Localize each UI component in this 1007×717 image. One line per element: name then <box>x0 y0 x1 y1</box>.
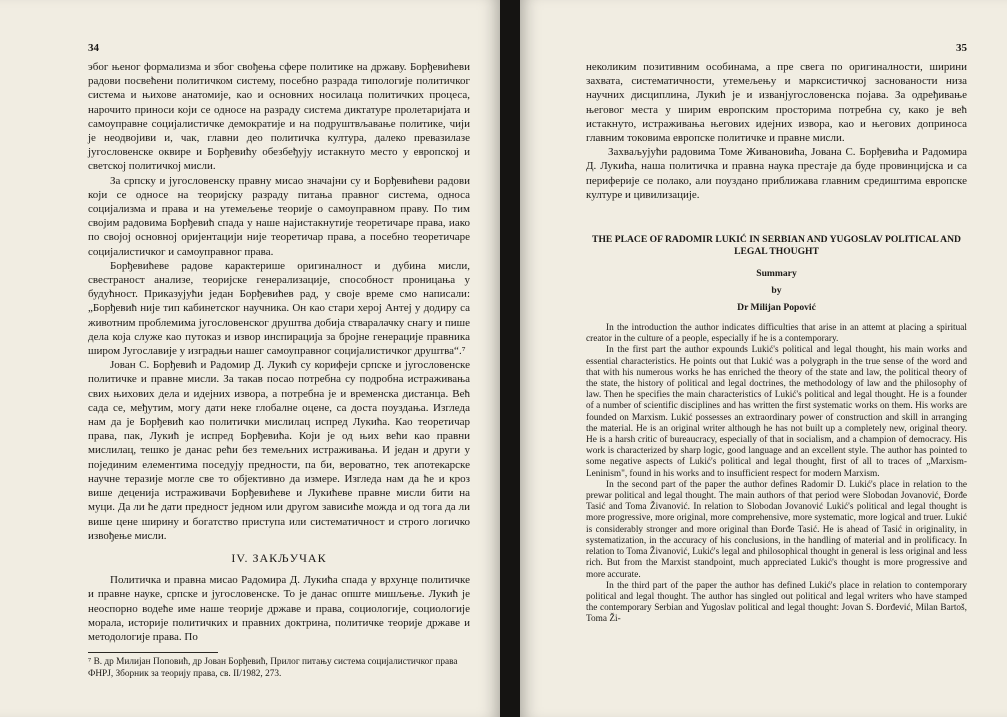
left-page <box>0 0 500 717</box>
right-body-text <box>586 60 967 202</box>
paragraph: Захваљујући радовима Томе Живановића, Јована С. Борђевића и Радомира Д. Лукића, наша политичка и правна наука престаје да буде провинцијска и са периферије се полако, али поуздано приближава главним средиштима европске културе и цивилизације. <box>586 146 967 201</box>
footnote-divider <box>88 652 218 653</box>
paragraph: неколиким позитивним особинама, а пре свега по оригиналности, ширини захвата, систематичности, утемељењу и марксистичкој заснованости низа научних дисциплина, Лукић је и изванјугословенска појава. За одређивање његовог места у ширим европским просторима потребна су, како је већ истакнуто, истраживања његових идејних извора, као и његових доприноса главним токовима европске политичке и правне мисли. <box>586 61 967 145</box>
summary-paragraph: In the second part of the paper the author defines Radomir D. Lukić's place in relation to the prewar political and legal thought. The main authors of that period were Slobodan Jovanović, Đorđe Tasić and Toma Živanović. In relation to Slobodan Jovanović Lukić's political and legal thought is more progressive, more original, more comprehensive, more systematic, more logical and truer. Lukić is considerably stronger and more original than Đorđe Tasić. He is ahead of Tasić in originality, in systematization, in the accuracy of his conclusions, in the handling of material and in prolificacy. In relation to Toma Živanović, Lukić's legal and philosophical thought in general is less original and less rich. But from the Marxist standpoint, much appreciated Lukić's thought is more progressive and more accurate. <box>586 479 967 580</box>
summary-text <box>586 323 967 625</box>
author-name: Dr Milijan Popović <box>737 302 816 314</box>
summary-paragraph: In the third part of the paper the author has defined Lukić's place in relation to contemporary political and legal thought. The author has singled out political and legal writers who have stamped the contemporary Serbian and Yugoslav political and legal thought: Jovan S. Đorđević, Milan Bartoš, Toma Ži- <box>586 580 967 625</box>
summary-paragraph: In the introduction the author indicates difficulties that arise in an attemt at placing a spiritual creator in the culture of a people, especially if he is a contemporary. <box>586 323 967 345</box>
paragraph: Борђевићеве радове карактерише оригиналност и дубина мисли, свестраност анализе, теоријске генерализације, способност проницања у будућност. Приказујући један Борђевићев рад, у своје време смо написали: „Борђевић није тип кабинетског научника. Он као стари херој Антеј у додиру са животним проблемима југословенског друштва добија стваралачку снагу и пише дела која служе као путоказ и извор инспирација за бројне генерације правника широм Југославије у изградњи нашег самоуправног социјалистичког друштва“.⁷ <box>88 259 470 358</box>
page-number-right: 35 <box>956 42 967 54</box>
summary-title: THE PLACE OF RADOMIR LUKIĆ IN SERBIAN AND YUGOSLAV POLITICAL AND LEGAL THOUGHT <box>592 234 961 258</box>
by-line: by <box>771 285 782 297</box>
left-body-text <box>88 60 470 644</box>
paragraph: Политичка и правна мисао Радомира Д. Лукића спада у врхунце политичке и правне науке, српске и југословенске. То је данас опште мишљење. Лукић је неоспорно водеће име наше теорије државе и права, социологије, социологије морала, историје политичких и правних доктрина, политичке теорије државе и методологије права. По <box>88 574 470 643</box>
page-number-left: 34 <box>88 42 99 54</box>
summary-heading: Summary <box>756 268 797 280</box>
paragraph: эбог њеног формализма и због свођења сфере политике на државу. Борђевићеви радови посвећени политичком систему, посебно разрада типологије политичког система и њихове анатомије, као и основних носилаца политичких процеса, нарочито приноси који се односе на разраду система диктатуре пролетаријата и самоуправне социјалистичке демократије и на подруштвљавање политике, чији је неодвојиви и, чак, главни део политичка култура, далеко превазилазе југословенске оквире и Борђевићу обезбеђују истакнуто место у европској и светској политичкој мисли. <box>88 61 470 173</box>
section-heading: IV. ЗАКЉУЧАК <box>231 550 327 565</box>
summary-paragraph: In the first part the author expounds Lukić's political and legal thought, his main works and essential characteristics. He points out that Lukić was a polygraph in the true sense of the word and that with his numerous works he has enriched the theory of the state and law, the political theory of the state, the history of political and legal doctrines, the methodology of law and the philosophy of law. Then he specifies the main characteristics of Lukić's political and legal thought. He is a founder of a number of scientific disciplines and has written the first systematic works on them. His works are founded on Marxism. Lukić possesses an extraordinary power of construction and skill in arranging the material. He is an original writer although he has not built up a completely new, original theory. He is a harsh critic of bureaucracy, especially of that in socialism, and a champion of democracy. His work is characterized by sharp logic, good language and an excellent style. The author has pointed to some negative aspects of Lukić's political and legal thought, first of all to traces of „Marxism-Leninism", found in his works and to insufficient respect for modern Marxism. <box>586 345 967 479</box>
right-page <box>520 0 1007 717</box>
footnote: ⁷ В. др Милијан Поповић, др Јован Борђевић, Прилог питању система социјалистичког права ФНРЈ, Зборник за теорију права, св. II/1982, 273. <box>88 657 458 680</box>
paragraph: За српску и југословенску правну мисао значајни су и Борђевићеви радови који се односе на теоријску разраду питања правног система, односа социјализма и права и на утемељење теорије о самоуправном праву. По тим својим радовима Борђевић спада у наше најистакнутије теоретичаре права, иако по својој основној оријентацији није теоретичар права, а посебно теоретичаре социјалистичког и самоуправног права. <box>88 174 470 258</box>
paragraph: Јован С. Борђевић и Радомир Д. Лукић су корифеји српске и југословенске политичке и правне мисли. За такав посао потребна су подробна истраживања свих њихових дела и идејних извора, а потребна је и временска дистанца. Већ сада се, међутим, могу дати неке глобалне оцене, са доста поуздања. Изгледа нам да је Борђевић као политички мислилац испред Лукића. Као теоретичар права, пак, Лукић је испред Борђевића. Који је од њих већи као правни мислилац, тешко је данас рећи без темељних истраживања. И један и други у појединим елементима поседују предности, па би, вероватно, тек апотекарске научне теразије могле све то објективно да измере. Изгледа нам да ће и кроз више деценија истраживачи Борђевићеве и Лукићеве правне мисли бити на муци. Да ли ће дати предност једном или другом зависиће можда и од тога да ли више цене ширину и богатство приступа или систематичност и строго логичко извођење мисли. <box>88 359 470 542</box>
